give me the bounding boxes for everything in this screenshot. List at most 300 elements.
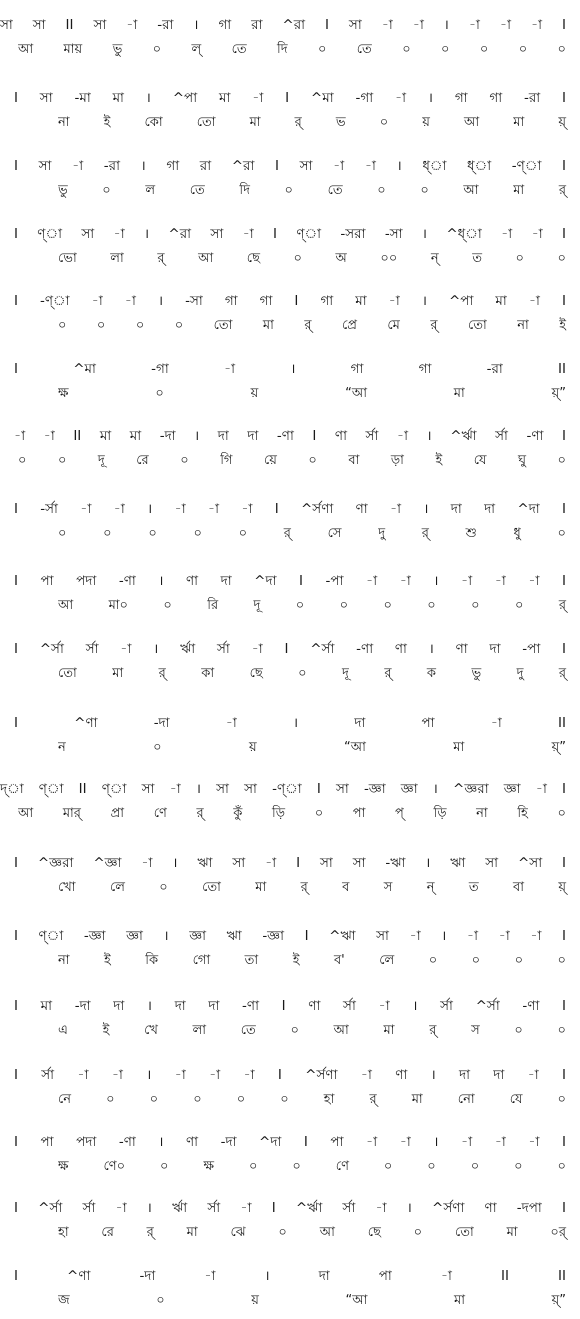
notation-token: সা	[39, 90, 53, 106]
swara-row	[14, 1064, 580, 1086]
lyric-row	[58, 1290, 580, 1312]
notation-token: ০	[58, 318, 67, 333]
notation-token: ঋা	[450, 855, 466, 871]
notation-token: ।	[433, 1134, 439, 1150]
notation-token: মার্	[62, 806, 81, 821]
notation-token: -দা	[220, 1134, 237, 1150]
notation-token: মা	[99, 428, 112, 444]
notation-token: -পা	[522, 641, 541, 657]
notation-token: -া	[204, 1268, 216, 1284]
notation-token: র্	[369, 1092, 377, 1107]
notation-token: ।	[172, 855, 178, 871]
notation-token: I	[316, 781, 321, 797]
notation-token: ণা	[395, 1067, 408, 1083]
notation-token: পা	[352, 806, 366, 821]
notation-token: জ্ঞা	[126, 928, 143, 944]
notation-token: ০	[557, 953, 566, 968]
notation-token: ০	[514, 1159, 523, 1174]
notation-token: দা	[174, 998, 186, 1014]
notation-token: মা	[249, 115, 261, 130]
notation-token: কো	[144, 115, 163, 130]
notation-token: -ণা	[118, 1134, 136, 1150]
notation-token: I	[312, 428, 317, 444]
notation-token: -া	[366, 1134, 378, 1150]
notation-token: য়্	[558, 880, 566, 895]
notation-token: ^রা	[231, 158, 255, 174]
notation-token: -জ্ঞা	[262, 928, 285, 944]
notation-token: তো	[467, 318, 487, 333]
notation-token: ।	[193, 17, 199, 33]
notation-token: দা	[354, 715, 366, 731]
notation-token: ০	[557, 1159, 566, 1174]
notation-token: আ	[18, 806, 34, 821]
notation-token: মা	[112, 90, 124, 106]
swara-row	[14, 852, 580, 874]
notation-token: -া	[461, 573, 473, 589]
notation-token: -া	[366, 573, 378, 589]
notation-token: ০	[428, 953, 438, 968]
notation-token: ০	[149, 1092, 159, 1107]
swara-row	[14, 925, 580, 947]
notation-token: লে	[109, 880, 125, 895]
notation-token: র্সা	[365, 428, 379, 444]
notation-token: এ	[58, 1023, 68, 1038]
notation-token: ।	[158, 1134, 164, 1150]
notation-token: ^র্ঋা	[295, 1200, 323, 1216]
notation-token: ^দা	[254, 573, 277, 589]
notation-token: I	[303, 1134, 308, 1150]
notation-token: ০	[427, 598, 436, 613]
notation-token: I	[14, 1134, 18, 1150]
notation-token: তে	[231, 42, 247, 57]
notation-token: I	[562, 573, 566, 589]
swara-row	[14, 1197, 580, 1219]
notation-token: I	[304, 928, 309, 944]
notation-token: ণ্া	[38, 781, 64, 797]
notation-token: -ণা	[118, 573, 136, 589]
lyric-row	[58, 595, 580, 617]
notation-token: -া	[494, 573, 506, 589]
notation-token: য়্”	[551, 740, 566, 755]
notation-token: -া	[252, 90, 264, 106]
notation-token: ^ঋা	[329, 928, 356, 944]
notation-token: ০	[470, 1159, 480, 1174]
notation-token: ^দা	[259, 1134, 282, 1150]
notation-token: ।	[146, 1200, 152, 1216]
lyric-row	[58, 877, 580, 899]
swara-row	[14, 87, 580, 109]
notation-token: I	[325, 17, 329, 33]
notation-token: ০	[402, 42, 411, 57]
notation-token: স	[471, 1023, 480, 1038]
notation-token: -া	[399, 573, 411, 589]
notation-token: I	[14, 501, 18, 517]
notation-token: সা	[335, 781, 349, 797]
notation-token: দি	[276, 42, 288, 57]
notation-token: ।	[146, 1067, 152, 1083]
notation-token: সা	[299, 158, 313, 174]
notation-token: র্সা	[207, 1200, 221, 1216]
notation-token: ভ	[335, 115, 346, 130]
swara-row	[14, 712, 580, 734]
notation-token: ^র্সণা	[432, 1200, 465, 1216]
notation-token: ০	[174, 318, 184, 333]
notation-token: I	[14, 1268, 18, 1284]
notation-token: -দা	[74, 998, 91, 1014]
notation-token: র্	[304, 318, 312, 333]
notation-token: -া	[375, 1200, 387, 1216]
notation-token: I	[273, 226, 278, 242]
notation-token: ।	[443, 17, 449, 33]
notation-token: -া	[242, 226, 254, 242]
notation-token: ।	[432, 781, 438, 797]
swara-row	[0, 14, 580, 36]
notation-token: ণ্া	[37, 226, 63, 242]
notation-token: ণা	[394, 641, 407, 657]
notation-token: ।	[140, 158, 146, 174]
swara-row	[14, 223, 580, 245]
notation-token: তো	[213, 318, 233, 333]
lyric-row	[58, 663, 580, 685]
notation-token: ণ্া	[38, 928, 64, 944]
notation-token: না	[476, 806, 488, 821]
notation-token: ।	[157, 293, 164, 309]
lyric-row	[18, 803, 580, 825]
notation-token: য়	[248, 740, 257, 755]
notation-token: ^র্সা	[38, 1200, 63, 1216]
notation-token: ত	[472, 251, 482, 266]
notation-token: র্সা	[85, 641, 99, 657]
notation-token: র্	[283, 526, 291, 541]
notation-token: ০	[427, 1159, 436, 1174]
notation-token: মা	[383, 1023, 395, 1038]
notation-token: রে	[136, 453, 149, 468]
notation-token: সা	[376, 928, 389, 944]
notation-token: -গা	[151, 361, 169, 377]
notation-token: মা	[506, 1225, 518, 1240]
notation-token: ০	[377, 183, 386, 198]
notation-token: ০	[514, 598, 524, 613]
notation-token: I	[14, 1200, 18, 1216]
swara-row	[14, 1265, 580, 1287]
notation-token: ণা	[334, 428, 347, 444]
notation-token: র্	[146, 1225, 154, 1240]
notation-token: য়	[422, 115, 430, 130]
notation-token: র্	[558, 183, 566, 198]
notation-token: -া	[240, 1200, 252, 1216]
notation-token: প্	[395, 806, 404, 821]
notation-token: -া	[241, 501, 253, 517]
notation-token: I	[562, 226, 566, 242]
notation-token: রে	[101, 1225, 114, 1240]
notation-token: ণ্া	[101, 781, 127, 797]
notation-token: ০	[180, 453, 189, 468]
lyric-row	[58, 737, 580, 759]
notation-token: ড়ি	[272, 806, 286, 821]
notation-token: বা	[348, 453, 360, 468]
notation-token: -দা	[159, 428, 176, 444]
notation-token: -া	[498, 928, 510, 944]
notation-token: -া	[113, 226, 125, 242]
notation-token: দ্া	[0, 781, 24, 797]
notation-token: ধু	[513, 526, 521, 541]
notation-token: I	[562, 428, 566, 444]
notation-token: ^র্সা	[310, 641, 335, 657]
notation-token: গা	[320, 293, 334, 309]
lyric-row	[58, 1156, 580, 1178]
notation-token: ।	[425, 855, 431, 871]
notation-token: -ণা	[242, 998, 259, 1014]
notation-token: ০	[339, 598, 349, 613]
notation-token: লা	[110, 251, 124, 266]
notation-token: II	[73, 428, 82, 444]
notation-token: I	[14, 641, 18, 657]
notation-token: -ণ্া	[40, 293, 70, 309]
notation-token: -া	[174, 501, 186, 517]
notation-token: হা	[323, 1092, 335, 1107]
notation-token: -া	[113, 501, 125, 517]
notation-token: পা	[421, 715, 435, 731]
notation-token: ।	[421, 293, 427, 309]
notation-token: I	[14, 293, 18, 309]
notation-token: ০	[308, 453, 317, 468]
notation-token: ।	[163, 928, 169, 944]
notation-token: দা	[318, 1268, 330, 1284]
notation-token: -া	[530, 17, 543, 33]
notation-token: -া	[494, 1134, 506, 1150]
notation-token: যে	[473, 453, 487, 468]
notation-token: র্	[429, 1023, 437, 1038]
notation-token: জ	[58, 1293, 70, 1308]
notation-token: -া	[499, 17, 512, 33]
notation-token: ০	[420, 183, 429, 198]
notation-token: -ণা	[526, 428, 544, 444]
notation-token: পদা	[76, 573, 97, 589]
notation-token: গা	[166, 158, 180, 174]
notation-token: ল্	[191, 42, 202, 57]
notation-token: র্	[158, 666, 166, 681]
notation-token: খো	[58, 880, 76, 895]
notation-token: দা	[208, 998, 220, 1014]
notation-token: ^র্ঋা	[450, 428, 477, 444]
notation-token: -া	[251, 641, 263, 657]
notation-token: II	[501, 1268, 509, 1284]
notation-token: ^মা	[310, 90, 334, 106]
notation-token: জ্ঞা	[189, 928, 207, 944]
notation-token: না	[58, 115, 70, 130]
notation-token: র্সা	[495, 428, 508, 444]
swara-row	[0, 778, 580, 800]
notation-token: না	[517, 318, 529, 333]
notation-token: খে	[144, 1023, 158, 1038]
notation-token: ক	[426, 666, 437, 681]
notation-token: I	[296, 855, 301, 871]
notation-token: ঝে	[230, 1225, 246, 1240]
swara-row	[14, 1131, 580, 1153]
notation-token: ব	[342, 880, 350, 895]
notation-token: মা	[186, 1225, 198, 1240]
notation-token: না	[58, 953, 70, 968]
notation-token: ০	[148, 526, 157, 541]
notation-token: I	[562, 501, 566, 517]
notation-token: সে	[327, 526, 342, 541]
notation-token: প্রে	[341, 318, 357, 333]
notation-token: মা	[453, 386, 465, 401]
notation-token: ছে	[249, 666, 263, 681]
notation-token: I	[14, 715, 18, 731]
notation-token: -া	[126, 17, 138, 33]
notation-token: ল	[145, 183, 156, 198]
notation-token: -া	[528, 1134, 540, 1150]
notation-token: তে	[356, 42, 372, 57]
notation-token: ০	[383, 598, 392, 613]
notation-token: ০	[557, 251, 566, 266]
swara-row	[14, 570, 580, 592]
notation-token: ^র্সণা	[305, 1067, 338, 1083]
notation-token: ০	[248, 1159, 258, 1174]
notation-token: ০	[155, 386, 164, 401]
notation-token: নে	[58, 1092, 72, 1107]
notation-token: -া	[528, 573, 540, 589]
lyric-row	[58, 383, 580, 405]
notation-token: ক্ষ	[203, 1159, 215, 1174]
notation-token: II	[65, 17, 74, 33]
notation-token: ।	[153, 641, 159, 657]
notation-token: কি	[145, 953, 159, 968]
notation-token: হা	[58, 1225, 69, 1240]
notation-token: -রা	[157, 17, 174, 33]
notation-token: ণা	[186, 573, 199, 589]
notation-token: I	[14, 998, 18, 1014]
notation-token: ।	[433, 573, 439, 589]
notation-token: ০	[236, 1092, 246, 1107]
notation-token: মা	[495, 293, 507, 309]
notation-token: ঘু	[518, 453, 527, 468]
notation-token: ধ্া	[422, 158, 447, 174]
swara-row	[14, 290, 580, 312]
notation-token: র্সা	[343, 998, 356, 1014]
notation-token: দূ	[342, 666, 349, 681]
lyric-row	[58, 315, 580, 337]
notation-token: -া	[174, 1067, 186, 1083]
notation-token: I	[562, 855, 566, 871]
notation-token: র্	[294, 115, 302, 130]
notation-token: র্সা	[82, 1200, 96, 1216]
notation-token: -সা	[384, 226, 403, 242]
notation-token: র্	[558, 666, 566, 681]
notation-token: -া	[207, 501, 220, 517]
notation-token: -া	[409, 928, 421, 944]
notation-token: মা	[355, 293, 367, 309]
notation-token: ।	[293, 715, 299, 731]
notation-token: মা	[513, 183, 525, 198]
notation-token: ০	[514, 1023, 523, 1038]
notation-token: -র্সা	[40, 501, 58, 517]
notation-token: ।	[426, 428, 432, 444]
notation-token: ক্ষ	[58, 1159, 69, 1174]
notation-token: ।	[427, 90, 433, 106]
swara-row	[14, 155, 580, 177]
notation-token: ^দা	[517, 501, 540, 517]
notation-token: য়	[251, 1293, 259, 1308]
notation-token: II	[78, 781, 87, 797]
notation-token: ই	[559, 318, 566, 333]
notation-token: -া	[466, 928, 479, 944]
notation-token: দু	[378, 526, 386, 541]
notation-token: প্রা	[110, 806, 125, 821]
notation-token: I	[562, 998, 566, 1014]
notation-token: -া	[378, 998, 390, 1014]
notation-token: র্	[157, 251, 165, 266]
notation-token: আ	[333, 1023, 349, 1038]
notation-token: ০	[479, 42, 489, 57]
notation-token: গা	[418, 361, 432, 377]
notation-token: গো	[192, 953, 211, 968]
notation-token: য়্”	[551, 1293, 566, 1308]
notation-token: -ণা	[356, 641, 374, 657]
notation-token: তো	[454, 1225, 474, 1240]
notation-token: ণে	[335, 1159, 349, 1174]
notation-token: ^র্সা	[39, 641, 64, 657]
lyric-row	[58, 1222, 580, 1244]
notation-token: মা	[262, 318, 274, 333]
swara-row	[14, 638, 580, 660]
notation-token: বা	[512, 880, 524, 895]
notation-token: I	[14, 361, 18, 377]
notation-token: জ্ঞা	[400, 781, 418, 797]
notation-token: ০	[153, 740, 162, 755]
notation-token: ।	[421, 226, 428, 242]
notation-token: মা	[454, 1293, 465, 1308]
notation-token: ^র্সণা	[301, 501, 334, 517]
notation-token: গা	[224, 293, 238, 309]
lyric-row	[58, 248, 580, 270]
notation-token: দা	[493, 1067, 505, 1083]
notation-token: ^জ্ঞরা	[37, 855, 74, 871]
notation-token: ^পা	[448, 293, 474, 309]
notation-token: ন্	[430, 251, 439, 266]
notation-token: ।	[147, 501, 153, 517]
notation-token: গা	[489, 90, 503, 106]
lyric-row	[18, 39, 580, 61]
notation-token: র্ঋা	[180, 641, 196, 657]
notation-token: ০	[159, 880, 168, 895]
notation-token: ০	[379, 115, 389, 130]
notation-token: I	[562, 90, 566, 106]
notation-token: সা	[244, 781, 257, 797]
notation-token: পা	[40, 1134, 54, 1150]
notation-token: মা	[40, 998, 53, 1014]
notation-token: ০	[314, 806, 324, 821]
notation-token: I	[14, 226, 18, 242]
notation-token: ।	[396, 158, 402, 174]
notation-token: ব'	[333, 953, 345, 968]
notation-token: ০	[298, 666, 307, 681]
notation-token: -া	[120, 641, 132, 657]
notation-token: ^মা	[73, 361, 96, 377]
notation-token: I	[562, 928, 566, 944]
notation-token: ^জ্ঞরা	[453, 781, 489, 797]
notation-token: -া	[124, 293, 136, 309]
notation-token: II	[558, 361, 566, 377]
notation-token: -মা	[74, 90, 91, 106]
notation-token: সা	[210, 226, 224, 242]
notation-token: ড়ি	[433, 806, 447, 821]
notation-token: সা	[352, 855, 366, 871]
notation-token: গি	[220, 453, 233, 468]
notation-token: -রা	[103, 158, 121, 174]
notation-token: মা	[411, 1092, 423, 1107]
